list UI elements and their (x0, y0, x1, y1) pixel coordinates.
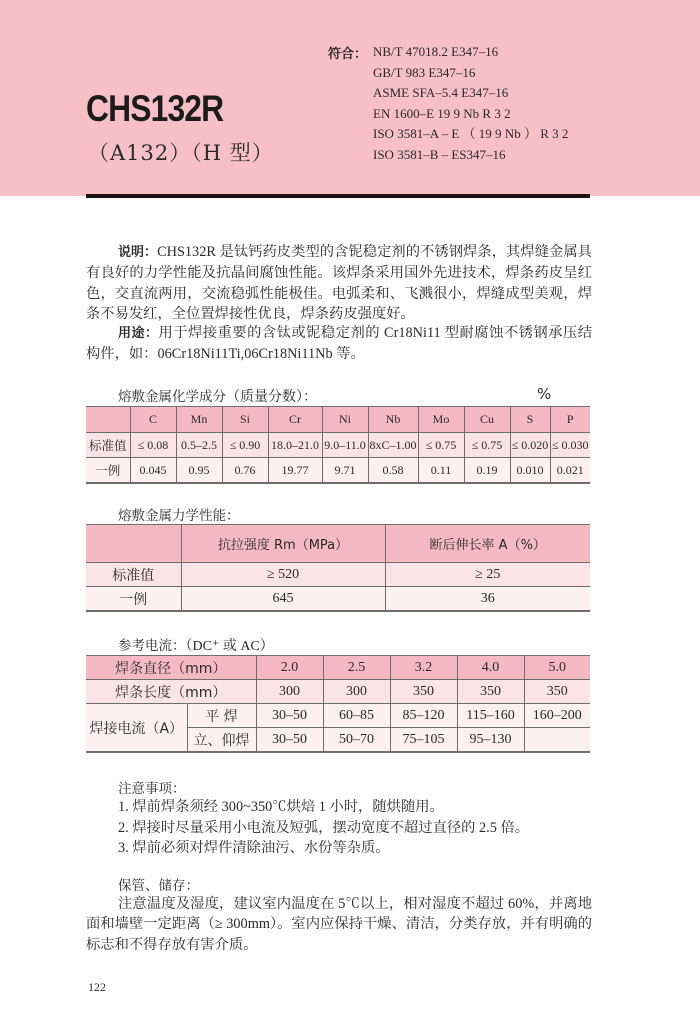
standards-list (373, 42, 568, 166)
diameter-row (86, 656, 590, 680)
chemistry-table (86, 406, 590, 484)
row-label: 焊条长度（mm） (115, 684, 227, 701)
table-cell: 0.19 (464, 458, 510, 484)
table-cell: 0.021 (550, 458, 590, 484)
note-item: 2. 焊接时尽量采用小电流及短弧，摆动宽度不超过直径的 2.5 倍。 (118, 819, 530, 836)
table-cell: ≤ 0.75 (418, 433, 464, 458)
table-cell: 0.045 (130, 458, 176, 484)
table-row (86, 587, 590, 612)
storage-title: 保管、储存： (118, 878, 199, 894)
row-label: 焊条直径（mm） (115, 660, 227, 677)
mechanical-table (86, 524, 590, 612)
mechanical-title: 熔敷金属力学性能： (118, 508, 240, 524)
table-cell: ≤ 0.020 (510, 433, 550, 458)
table-row (86, 563, 590, 587)
notes-title: 注意事项： (118, 781, 186, 797)
table-cell: 8xC–1.00 (368, 433, 418, 458)
sub-row-label: 立、仰焊 (187, 728, 256, 753)
table-cell: 300 (256, 680, 323, 704)
table-cell: 36 (385, 587, 590, 612)
table-cell: ≥ 520 (181, 563, 385, 587)
sub-row-label: 平 焊 (187, 704, 256, 728)
description-paragraph (86, 242, 592, 324)
storage-paragraph: 注意温度及湿度，建议室内温度在 5℃以上，相对湿度不超过 60%，并离地面和墙壁一定距离（≥ 300mm）。室内应保持干燥、清洁，分类存放，并有明确的标志和不得存放有害介质。 (86, 896, 592, 953)
table-cell: 4.0 (457, 656, 524, 680)
table-cell: 0.010 (510, 458, 550, 484)
header-divider (86, 194, 590, 198)
table-cell: ≤ 0.90 (222, 433, 268, 458)
note-item: 1. 焊前焊条须经 300~350℃烘焙 1 小时，随烘随用。 (118, 799, 444, 815)
table-cell: ≥ 25 (385, 563, 590, 587)
table-cell: 85–120 (390, 704, 457, 728)
description-text: CHS132R 是钛钙药皮类型的含铌稳定剂的不锈钢焊条，其焊缝金属具有良好的力学性能及抗晶间腐蚀性能。该焊条采用国外先进技术，焊条药皮呈红色，交直流两用，交流稳弧性能极佳。电弧柔和、飞溅很小，焊缝成型美观，焊条不易发红，全位置焊接性优良，焊条药皮强度好。 (86, 244, 592, 322)
table-cell: 18.0–21.0 (268, 433, 322, 458)
page-number: 122 (88, 980, 106, 994)
chemistry-unit: % (537, 385, 552, 403)
column-header: Ni (322, 407, 368, 433)
table-cell: 160–200 (524, 704, 590, 728)
corner-cell (86, 407, 130, 433)
table-cell: 645 (181, 587, 385, 612)
column-header: C (130, 407, 176, 433)
table-cell: 0.11 (418, 458, 464, 484)
usage-text: 用于焊接重要的含钛或铌稳定剂的 Cr18Ni11 型耐腐蚀不锈钢承压结构件，如：06Cr18Ni11Ti,06Cr18Ni11Nb 等。 (86, 325, 592, 363)
table-cell: 9.71 (322, 458, 368, 484)
chemistry-header-row (86, 407, 590, 433)
table-cell: 95–130 (457, 728, 524, 753)
table-cell: 350 (390, 680, 457, 704)
table-cell: 5.0 (524, 656, 590, 680)
table-cell (524, 728, 590, 753)
table-cell: 3.2 (390, 656, 457, 680)
current-table (86, 655, 590, 753)
row-label: 标准值 (112, 567, 155, 584)
table-cell: 50–70 (323, 728, 390, 753)
table-cell: 0.76 (222, 458, 268, 484)
standard-item: ASME SFA–5.4 E347–16 (373, 85, 509, 101)
column-header: Mo (418, 407, 464, 433)
chemistry-title-suffix: （质量分数）： (226, 390, 317, 405)
standard-item: ISO 3581–B – ES347–16 (373, 146, 506, 162)
chemistry-title-text: 熔敷金属化学成分 (118, 389, 226, 405)
column-header: S (510, 407, 550, 433)
current-title-suffix: （DC⁺ 或 AC） (185, 639, 274, 654)
chemistry-title (118, 385, 317, 406)
table-cell: ≤ 0.08 (130, 433, 176, 458)
current-title (118, 634, 274, 655)
current-title-text: 参考电流： (118, 638, 186, 654)
table-cell: 30–50 (256, 704, 323, 728)
column-header: Mn (176, 407, 222, 433)
table-cell: 19.77 (268, 458, 322, 484)
standard-item: NB/T 47018.2 E347–16 (373, 44, 499, 59)
table-cell: 0.5–2.5 (176, 433, 222, 458)
mechanical-header-row (86, 525, 590, 563)
row-label: 焊接电流（A） (89, 720, 184, 737)
table-cell: 0.95 (176, 458, 222, 484)
table-cell: 300 (323, 680, 390, 704)
standard-item: ISO 3581–A – E （ 19 9 Nb ） R 3 2 (373, 126, 569, 142)
table-cell: 2.5 (323, 656, 390, 680)
table-cell: 115–160 (457, 704, 524, 728)
table-cell: ≤ 0.75 (464, 433, 510, 458)
product-subtitle: （A132）（H 型） (88, 141, 274, 165)
table-row (86, 458, 590, 484)
column-header: P (550, 407, 590, 433)
row-label: 一例 (119, 591, 148, 608)
usage-label: 用途： (118, 326, 159, 341)
table-cell: 350 (457, 680, 524, 704)
row-label: 一例 (95, 463, 121, 478)
table-row (86, 433, 590, 458)
flat-current-row (86, 704, 590, 728)
table-cell: 75–105 (390, 728, 457, 753)
standards-label: 符合： (328, 47, 368, 62)
column-header: Nb (368, 407, 418, 433)
column-header: 抗拉强度 Rm（MPa） (181, 525, 385, 563)
column-header: Cu (464, 407, 510, 433)
notes-list (118, 797, 529, 859)
corner-cell (86, 525, 181, 563)
column-header: Si (222, 407, 268, 433)
table-cell: 0.58 (368, 458, 418, 484)
note-item: 3. 焊前必须对焊件清除油污、水份等杂质。 (118, 840, 390, 856)
product-title: CHS132R (86, 88, 224, 129)
table-cell: 30–50 (256, 728, 323, 753)
standard-item: GB/T 983 E347–16 (373, 64, 476, 80)
standard-item: EN 1600–E 19 9 Nb R 3 2 (373, 105, 511, 121)
table-cell: 350 (524, 680, 590, 704)
usage-paragraph (86, 323, 592, 365)
table-cell: 9.0–11.0 (322, 433, 368, 458)
column-header: 断后伸长率 A（%） (385, 525, 590, 563)
column-header: Cr (268, 407, 322, 433)
length-row (86, 680, 590, 704)
row-label: 标准值 (88, 438, 127, 453)
table-cell: 2.0 (256, 656, 323, 680)
description-label: 说明： (118, 245, 158, 260)
table-cell: ≤ 0.030 (550, 433, 590, 458)
table-cell: 60–85 (323, 704, 390, 728)
